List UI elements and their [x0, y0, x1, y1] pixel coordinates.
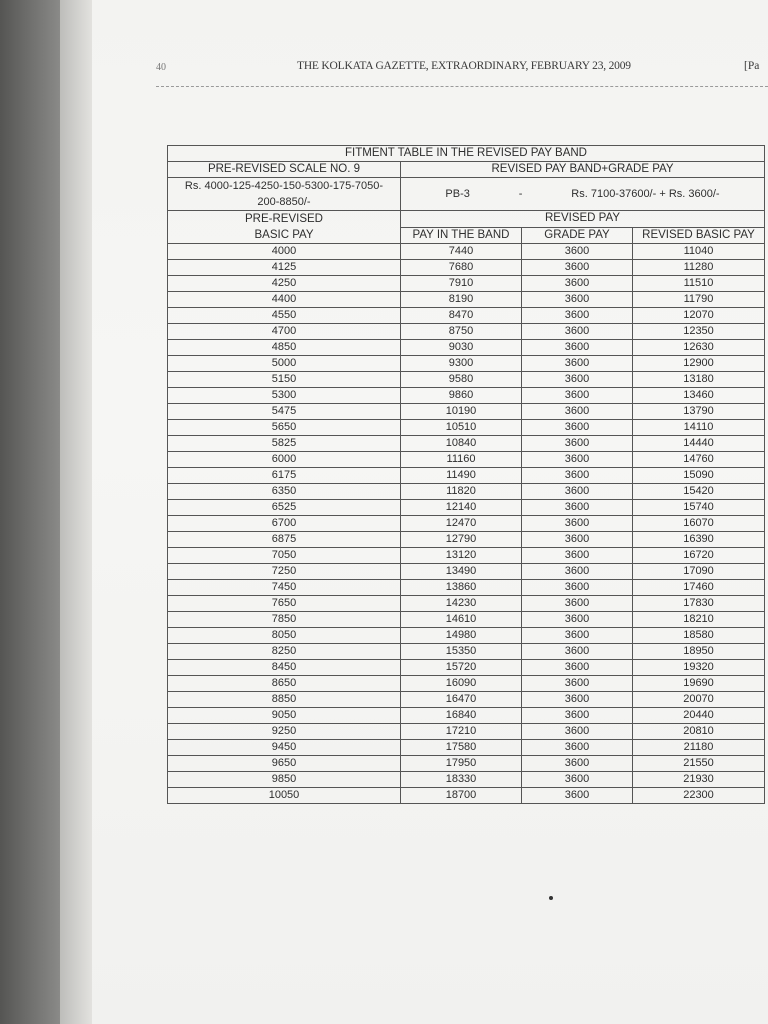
revised-basic-cell: 18210 — [633, 612, 765, 628]
pre-revised-basic-cell: 4250 — [168, 276, 401, 292]
pre-revised-basic-line1: PRE-REVISED — [245, 213, 323, 225]
table-row — [168, 788, 765, 804]
pay-in-band-cell: 17210 — [401, 724, 522, 740]
grade-pay-cell: 3600 — [522, 420, 633, 436]
revised-basic-cell: 11280 — [633, 260, 765, 276]
table-row — [168, 324, 765, 340]
grade-pay-cell: 3600 — [522, 580, 633, 596]
pre-revised-basic-cell: 4700 — [168, 324, 401, 340]
scale-range-line2: 200-8850/- — [257, 196, 311, 208]
revised-basic-cell: 12630 — [633, 340, 765, 356]
pre-revised-basic-cell: 9250 — [168, 724, 401, 740]
pre-revised-scale-range — [168, 178, 401, 211]
pay-in-band-cell: 8190 — [401, 292, 522, 308]
revised-basic-cell: 12070 — [633, 308, 765, 324]
table-row — [168, 372, 765, 388]
table-row — [168, 612, 765, 628]
pre-revised-basic-cell: 6350 — [168, 484, 401, 500]
revised-basic-cell: 16720 — [633, 548, 765, 564]
table-row — [168, 596, 765, 612]
col-header-grade-pay: GRADE PAY — [522, 227, 633, 244]
pay-in-band-cell: 10190 — [401, 404, 522, 420]
pay-in-band-cell: 14610 — [401, 612, 522, 628]
revised-basic-cell: 17090 — [633, 564, 765, 580]
table-row — [168, 244, 765, 260]
grade-pay-cell: 3600 — [522, 740, 633, 756]
pre-revised-basic-cell: 8050 — [168, 628, 401, 644]
revised-basic-cell: 15420 — [633, 484, 765, 500]
pre-revised-scale-label: PRE-REVISED SCALE NO. 9 — [168, 162, 401, 178]
pre-revised-basic-cell: 10050 — [168, 788, 401, 804]
pre-revised-basic-cell: 5650 — [168, 420, 401, 436]
pre-revised-basic-cell: 4850 — [168, 340, 401, 356]
pre-revised-basic-cell: 4125 — [168, 260, 401, 276]
pay-in-band-cell: 16840 — [401, 708, 522, 724]
pre-revised-basic-cell: 8250 — [168, 644, 401, 660]
table-row — [168, 580, 765, 596]
pay-in-band-cell: 15350 — [401, 644, 522, 660]
pay-in-band-cell: 7440 — [401, 244, 522, 260]
grade-pay-cell: 3600 — [522, 708, 633, 724]
pb-code: PB-3 — [445, 187, 470, 200]
grade-pay-cell: 3600 — [522, 324, 633, 340]
table-row — [168, 308, 765, 324]
table-row — [168, 404, 765, 420]
pre-revised-basic-cell: 5000 — [168, 356, 401, 372]
revised-basic-cell: 12900 — [633, 356, 765, 372]
table-row — [168, 660, 765, 676]
pay-in-band-cell: 12140 — [401, 500, 522, 516]
revised-basic-cell: 14440 — [633, 436, 765, 452]
table-row — [168, 708, 765, 724]
grade-pay-cell: 3600 — [522, 436, 633, 452]
table-row — [168, 452, 765, 468]
table-row — [168, 340, 765, 356]
fitment-table — [167, 145, 765, 804]
pay-in-band-cell: 14980 — [401, 628, 522, 644]
pay-in-band-cell: 14230 — [401, 596, 522, 612]
pre-revised-basic-cell: 4550 — [168, 308, 401, 324]
grade-pay-cell: 3600 — [522, 628, 633, 644]
pay-in-band-cell: 7680 — [401, 260, 522, 276]
pay-in-band-cell: 17580 — [401, 740, 522, 756]
grade-pay-cell: 3600 — [522, 388, 633, 404]
pay-in-band-cell: 18700 — [401, 788, 522, 804]
revised-basic-cell: 16070 — [633, 516, 765, 532]
table-row — [168, 692, 765, 708]
table-row — [168, 420, 765, 436]
table-row — [168, 628, 765, 644]
pre-revised-basic-cell: 6000 — [168, 452, 401, 468]
grade-pay-cell: 3600 — [522, 308, 633, 324]
revised-pay-header: REVISED PAY — [401, 211, 765, 228]
grade-pay-cell: 3600 — [522, 516, 633, 532]
scale-header-row — [168, 162, 765, 178]
pay-in-band-cell: 17950 — [401, 756, 522, 772]
revised-basic-cell: 19690 — [633, 676, 765, 692]
pay-in-band-cell: 18330 — [401, 772, 522, 788]
pay-in-band-cell: 10840 — [401, 436, 522, 452]
gazette-title: THE KOLKATA GAZETTE, EXTRAORDINARY, FEBRUARY 23, 2009 — [297, 60, 631, 72]
pay-band-detail — [401, 178, 765, 211]
pre-revised-basic-cell: 5150 — [168, 372, 401, 388]
revised-basic-cell: 11040 — [633, 244, 765, 260]
pre-revised-basic-cell: 7850 — [168, 612, 401, 628]
page-number: 40 — [156, 62, 166, 73]
revised-basic-cell: 15740 — [633, 500, 765, 516]
pay-in-band-cell: 13120 — [401, 548, 522, 564]
pay-in-band-cell: 12470 — [401, 516, 522, 532]
revised-basic-cell: 16390 — [633, 532, 765, 548]
pre-revised-basic-cell: 7650 — [168, 596, 401, 612]
revised-basic-cell: 18950 — [633, 644, 765, 660]
page-header — [92, 58, 768, 80]
table-row — [168, 276, 765, 292]
table-row — [168, 564, 765, 580]
revised-basic-cell: 22300 — [633, 788, 765, 804]
table-row — [168, 484, 765, 500]
pre-revised-basic-cell: 6700 — [168, 516, 401, 532]
grade-pay-cell: 3600 — [522, 372, 633, 388]
pb-dash: - — [518, 187, 523, 200]
table-row — [168, 724, 765, 740]
revised-basic-cell: 19320 — [633, 660, 765, 676]
scale-range-line1: Rs. 4000-125-4250-150-5300-175-7050- — [184, 180, 384, 192]
table-row — [168, 388, 765, 404]
pay-in-band-cell: 15720 — [401, 660, 522, 676]
pay-in-band-cell: 11820 — [401, 484, 522, 500]
table-row — [168, 676, 765, 692]
grade-pay-cell: 3600 — [522, 596, 633, 612]
pay-in-band-cell: 9300 — [401, 356, 522, 372]
revised-basic-cell: 21550 — [633, 756, 765, 772]
revised-basic-cell: 12350 — [633, 324, 765, 340]
pay-in-band-cell: 16470 — [401, 692, 522, 708]
pay-in-band-cell: 13490 — [401, 564, 522, 580]
table-title: FITMENT TABLE IN THE REVISED PAY BAND — [168, 146, 765, 162]
pay-in-band-cell: 9030 — [401, 340, 522, 356]
grade-pay-cell: 3600 — [522, 724, 633, 740]
pay-in-band-cell: 12790 — [401, 532, 522, 548]
grade-pay-cell: 3600 — [522, 356, 633, 372]
revised-basic-cell: 11510 — [633, 276, 765, 292]
table-row — [168, 468, 765, 484]
ink-dot — [549, 896, 553, 900]
pre-revised-basic-cell: 9650 — [168, 756, 401, 772]
table-row — [168, 500, 765, 516]
pre-revised-basic-cell: 6525 — [168, 500, 401, 516]
pre-revised-basic-cell: 5300 — [168, 388, 401, 404]
pay-in-band-cell: 11490 — [401, 468, 522, 484]
pre-revised-basic-cell: 8650 — [168, 676, 401, 692]
table-row — [168, 548, 765, 564]
col-header-pay-in-band: PAY IN THE BAND — [401, 227, 522, 244]
pre-revised-basic-header — [168, 211, 401, 244]
gazette-page — [92, 0, 768, 1024]
revised-basic-cell: 17460 — [633, 580, 765, 596]
pay-in-band-cell: 13860 — [401, 580, 522, 596]
pre-revised-basic-cell: 4400 — [168, 292, 401, 308]
revised-basic-cell: 13180 — [633, 372, 765, 388]
pre-revised-basic-cell: 9050 — [168, 708, 401, 724]
grade-pay-cell: 3600 — [522, 756, 633, 772]
pre-revised-basic-cell: 8450 — [168, 660, 401, 676]
grade-pay-cell: 3600 — [522, 276, 633, 292]
header-rule — [156, 86, 768, 87]
table-row — [168, 516, 765, 532]
table-row — [168, 260, 765, 276]
pb-range: Rs. 7100-37600/- + Rs. 3600/- — [571, 187, 720, 200]
table-row — [168, 292, 765, 308]
part-label: [Pa — [744, 60, 760, 72]
grade-pay-cell: 3600 — [522, 404, 633, 420]
grade-pay-cell: 3600 — [522, 452, 633, 468]
grade-pay-cell: 3600 — [522, 548, 633, 564]
table-row — [168, 740, 765, 756]
grade-pay-cell: 3600 — [522, 676, 633, 692]
revised-basic-cell: 14760 — [633, 452, 765, 468]
pay-in-band-cell: 8750 — [401, 324, 522, 340]
revised-basic-cell: 14110 — [633, 420, 765, 436]
grade-pay-cell: 3600 — [522, 244, 633, 260]
table-row — [168, 772, 765, 788]
pay-in-band-cell: 11160 — [401, 452, 522, 468]
scale-detail-row — [168, 178, 765, 211]
pay-in-band-cell: 9860 — [401, 388, 522, 404]
pay-in-band-cell: 7910 — [401, 276, 522, 292]
pre-revised-basic-cell: 7250 — [168, 564, 401, 580]
grade-pay-cell: 3600 — [522, 660, 633, 676]
grade-pay-cell: 3600 — [522, 788, 633, 804]
revised-basic-cell: 21180 — [633, 740, 765, 756]
table-row — [168, 532, 765, 548]
grade-pay-cell: 3600 — [522, 260, 633, 276]
grade-pay-cell: 3600 — [522, 500, 633, 516]
grade-pay-cell: 3600 — [522, 612, 633, 628]
revised-basic-cell: 20810 — [633, 724, 765, 740]
table-row — [168, 436, 765, 452]
revised-basic-cell: 17830 — [633, 596, 765, 612]
table-row — [168, 756, 765, 772]
grade-pay-cell: 3600 — [522, 532, 633, 548]
pre-revised-basic-cell: 7050 — [168, 548, 401, 564]
pre-revised-basic-cell: 5475 — [168, 404, 401, 420]
revised-basic-cell: 11790 — [633, 292, 765, 308]
pay-in-band-cell: 10510 — [401, 420, 522, 436]
grade-pay-cell: 3600 — [522, 564, 633, 580]
grade-pay-cell: 3600 — [522, 692, 633, 708]
revised-basic-cell: 13460 — [633, 388, 765, 404]
grade-pay-cell: 3600 — [522, 484, 633, 500]
table-row — [168, 356, 765, 372]
grade-pay-cell: 3600 — [522, 292, 633, 308]
revised-basic-cell: 15090 — [633, 468, 765, 484]
revised-basic-cell: 20070 — [633, 692, 765, 708]
grade-pay-cell: 3600 — [522, 340, 633, 356]
pre-revised-basic-cell: 8850 — [168, 692, 401, 708]
pre-revised-basic-cell: 4000 — [168, 244, 401, 260]
table-row — [168, 644, 765, 660]
column-group-row — [168, 211, 765, 228]
revised-basic-cell: 21930 — [633, 772, 765, 788]
pre-revised-basic-line2: BASIC PAY — [254, 229, 314, 241]
pre-revised-basic-cell: 6175 — [168, 468, 401, 484]
grade-pay-cell: 3600 — [522, 644, 633, 660]
pay-in-band-cell: 9580 — [401, 372, 522, 388]
pre-revised-basic-cell: 9450 — [168, 740, 401, 756]
table-title-row — [168, 146, 765, 162]
pay-in-band-cell: 16090 — [401, 676, 522, 692]
revised-basic-cell: 18580 — [633, 628, 765, 644]
revised-basic-cell: 20440 — [633, 708, 765, 724]
revised-band-label: REVISED PAY BAND+GRADE PAY — [401, 162, 765, 178]
pre-revised-basic-cell: 6875 — [168, 532, 401, 548]
pre-revised-basic-cell: 5825 — [168, 436, 401, 452]
grade-pay-cell: 3600 — [522, 772, 633, 788]
pre-revised-basic-cell: 9850 — [168, 772, 401, 788]
grade-pay-cell: 3600 — [522, 468, 633, 484]
pay-in-band-cell: 8470 — [401, 308, 522, 324]
pre-revised-basic-cell: 7450 — [168, 580, 401, 596]
col-header-revised-basic: REVISED BASIC PAY — [633, 227, 765, 244]
revised-basic-cell: 13790 — [633, 404, 765, 420]
